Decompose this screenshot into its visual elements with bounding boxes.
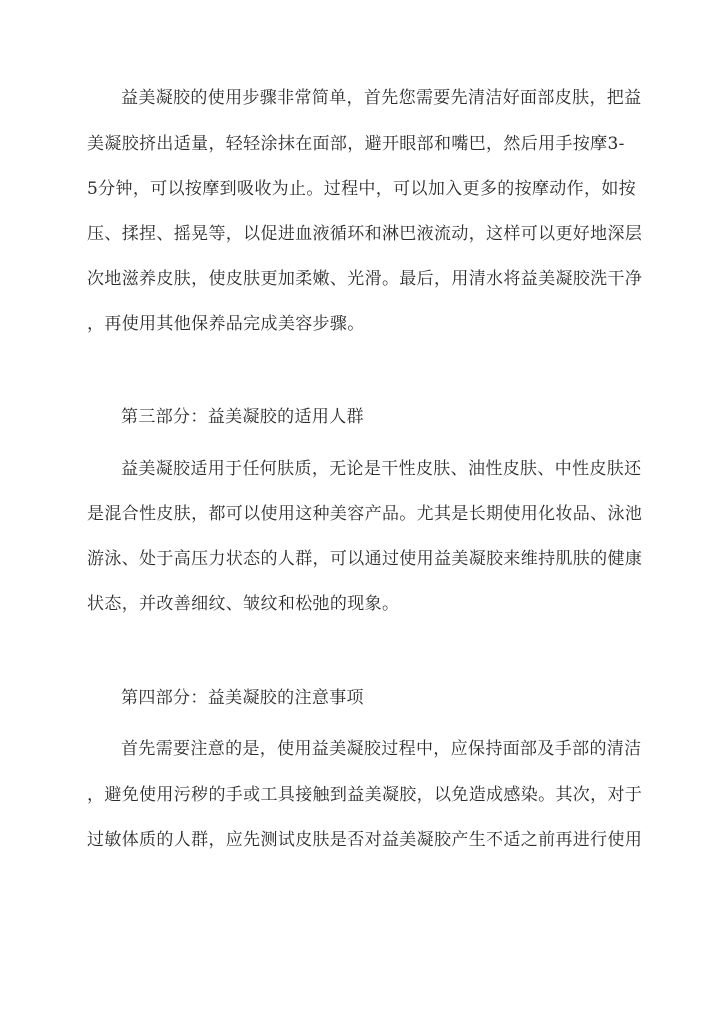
paragraph-line: 美凝胶挤出适量，轻轻涂抹在面部，避开眼部和嘴巴，然后用手按摩3- xyxy=(87,134,625,154)
paragraph-line: 过敏体质的人群，应先测试皮肤是否对益美凝胶产生不适之前再进行使用 xyxy=(87,830,643,850)
paragraph-line: ，避免使用污秽的手或工具接触到益美凝胶，以免造成感染。其次，对于 xyxy=(87,785,643,805)
paragraph-line: 是混合性皮肤，都可以使用这种美容产品。尤其是长期使用化妆品、泳池 xyxy=(87,504,643,524)
paragraph-line: 压、揉捏、摇晃等，以促进血液循环和淋巴液流动，这样可以更好地深层 xyxy=(87,224,643,244)
paragraph-line: 次地滋养皮肤，使皮肤更加柔嫩、光滑。最后，用清水将益美凝胶洗干净 xyxy=(87,269,643,289)
paragraph-line: 益美凝胶适用于任何肤质，无论是干性皮肤、油性皮肤、中性皮肤还 xyxy=(121,459,642,479)
paragraph-line: ，再使用其他保养品完成美容步骤。 xyxy=(87,314,365,334)
paragraph-line: 5分钟，可以按摩到吸收为止。过程中，可以加入更多的按摩动作，如按 xyxy=(87,179,637,199)
section-heading: 第三部分：益美凝胶的适用人群 xyxy=(121,407,364,427)
paragraph-line: 首先需要注意的是，使用益美凝胶过程中，应保持面部及手部的清洁 xyxy=(121,739,642,759)
paragraph-line: 益美凝胶的使用步骤非常简单，首先您需要先清洁好面部皮肤，把益 xyxy=(121,88,642,108)
paragraph-line: 游泳、处于高压力状态的人群，可以通过使用益美凝胶来维持肌肤的健康 xyxy=(87,549,643,569)
section-heading: 第四部分：益美凝胶的注意事项 xyxy=(121,688,364,708)
paragraph-line: 状态，并改善细纹、皱纹和松弛的现象。 xyxy=(87,594,400,614)
